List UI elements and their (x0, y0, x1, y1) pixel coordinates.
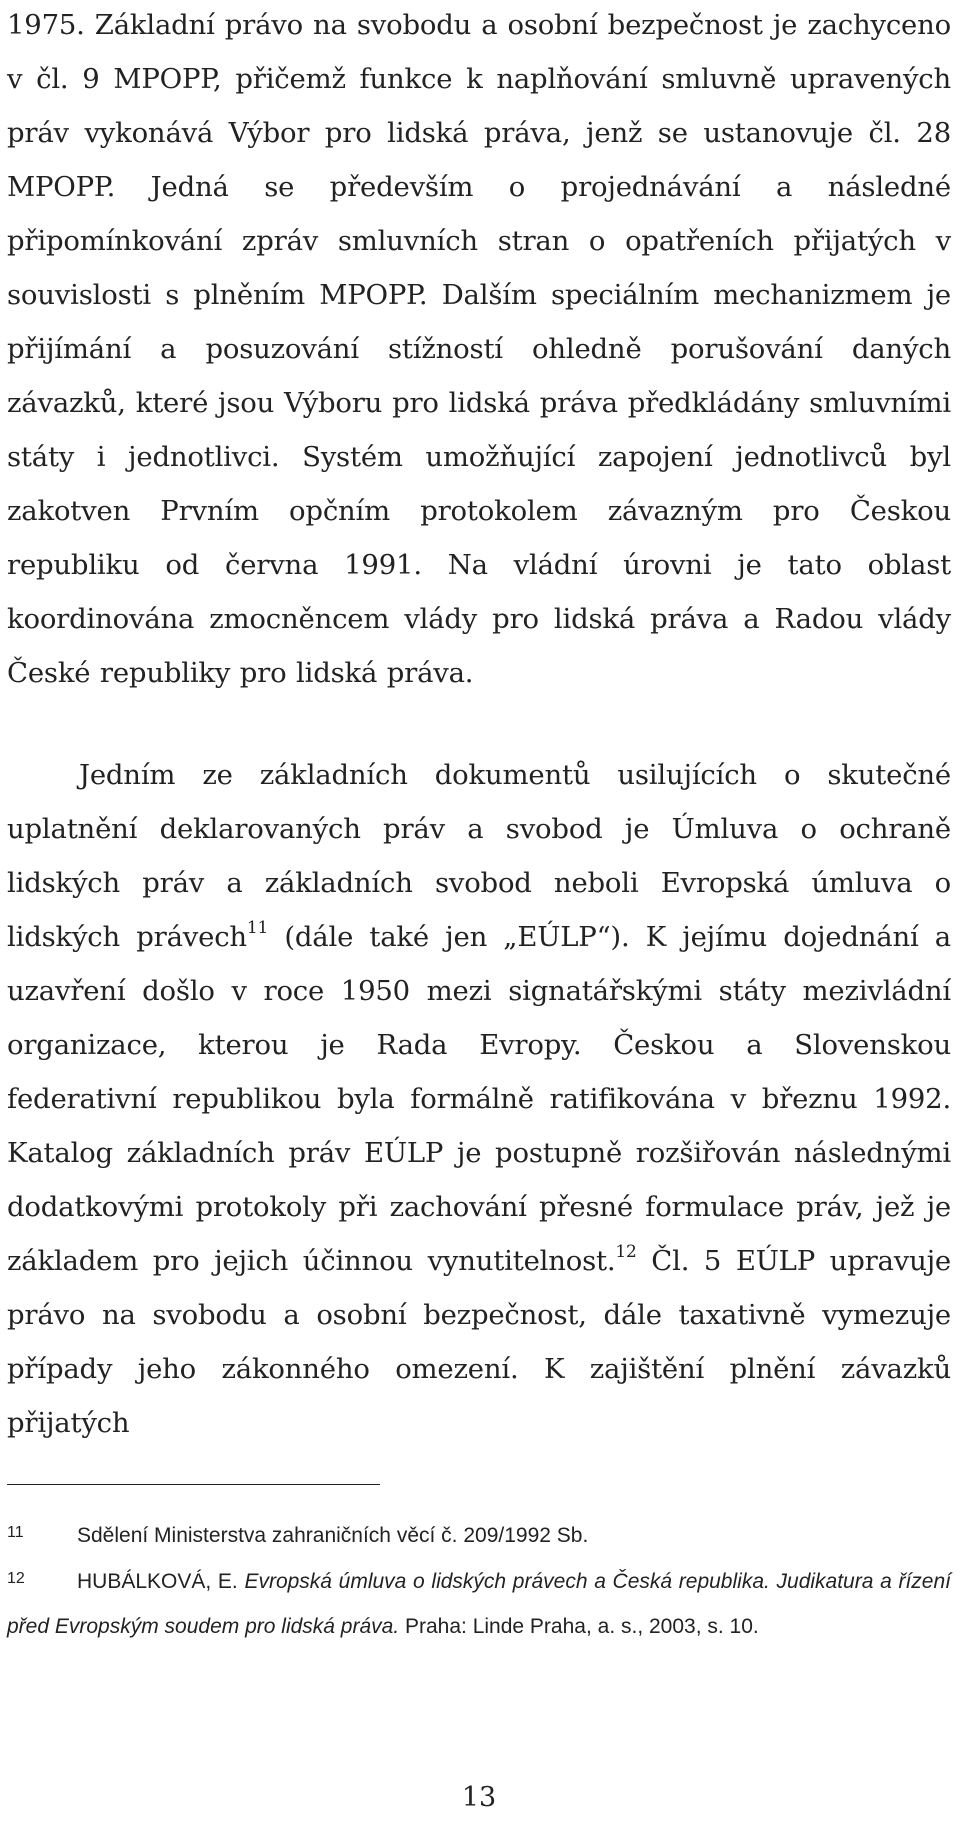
paragraph-1 (7, 0, 951, 700)
paragraph-1-text: 1975. Základní právo na svobodu a osobní bezpečnost je zachyceno v čl. 9 MPOPP, přičemž funkce k naplňování smluvně upravených práv vykonává Výbor pro lidská práva, jenž se ustanovuje čl. 28 MPOPP. Jedná se především o projednávání a následné připomínkování zpráv smluvních stran o opatřeních přijatých v souvislosti s plněním MPOPP. Dalším speciálním mechanizmem je přijímání a posuzování stížností ohledně porušování daných závazků, které jsou Výboru pro lidská práva předkládány smluvními státy i jednotlivci. Systém umožňující zapojení jednotlivců byl zakotven Prvním opčním protokolem závazným pro Českou republiku od června 1991. Na vládní úrovni je tato oblast koordinována zmocněncem vlády pro lidská práva a Radou vlády České republiky pro lidská práva. (7, 9, 951, 689)
footnote-11 (7, 1510, 951, 1558)
paragraph-2-text-a: Jedním ze základních dokumentů usilujících o skutečné uplatnění deklarovaných práv a svobod je Úmluva o ochraně lidských práv a základních svobod neboli Evropská úmluva o lidských právech (7, 759, 951, 953)
footnote-number: 11 (7, 1524, 24, 1541)
footnote-text: Sdělení Ministerstva zahraničních věcí č. 209/1992 Sb. (77, 1524, 589, 1547)
footnote-publisher: Praha: Linde Praha, a. s., 2003, s. 10. (399, 1615, 759, 1638)
footnote-ref-12[interactable]: 12 (615, 1241, 637, 1262)
footnote-ref-11[interactable]: 11 (246, 917, 269, 938)
footnote-12 (7, 1556, 951, 1649)
paragraph-2-text-c: Čl. 5 EÚLP upravuje právo na svobodu a osobní bezpečnost, dále taxativně vymezuje případy jeho zákonného omezení. K zajištění plnění závazků přijatých (7, 1245, 951, 1439)
footnote-author: HUBÁLKOVÁ, E. (77, 1570, 245, 1593)
footnote-separator (7, 1484, 380, 1485)
page-number: 13 (461, 1782, 497, 1813)
paragraph-2-text-b: (dále také jen „EÚLP“). K jejímu dojednání a uzavření došlo v roce 1950 mezi signatářskými státy mezivládní organizace, kterou je Rada Evropy. Českou a Slovenskou federativní republikou byla formálně ratifikována v březnu 1992. Katalog základních práv EÚLP je postupně rozšiřován následnými dodatkovými protokoly při zachování přesné formulace práv, jež je základem pro jejich účinnou vynutitelnost. (7, 921, 951, 1277)
footnote-number: 12 (7, 1570, 25, 1587)
footnote-title: Evropská úmluva o lidských právech a Česká republika. Judikatura a řízení před Evropským soudem pro lidská práva. (7, 1570, 951, 1638)
paragraph-2 (7, 748, 951, 1450)
